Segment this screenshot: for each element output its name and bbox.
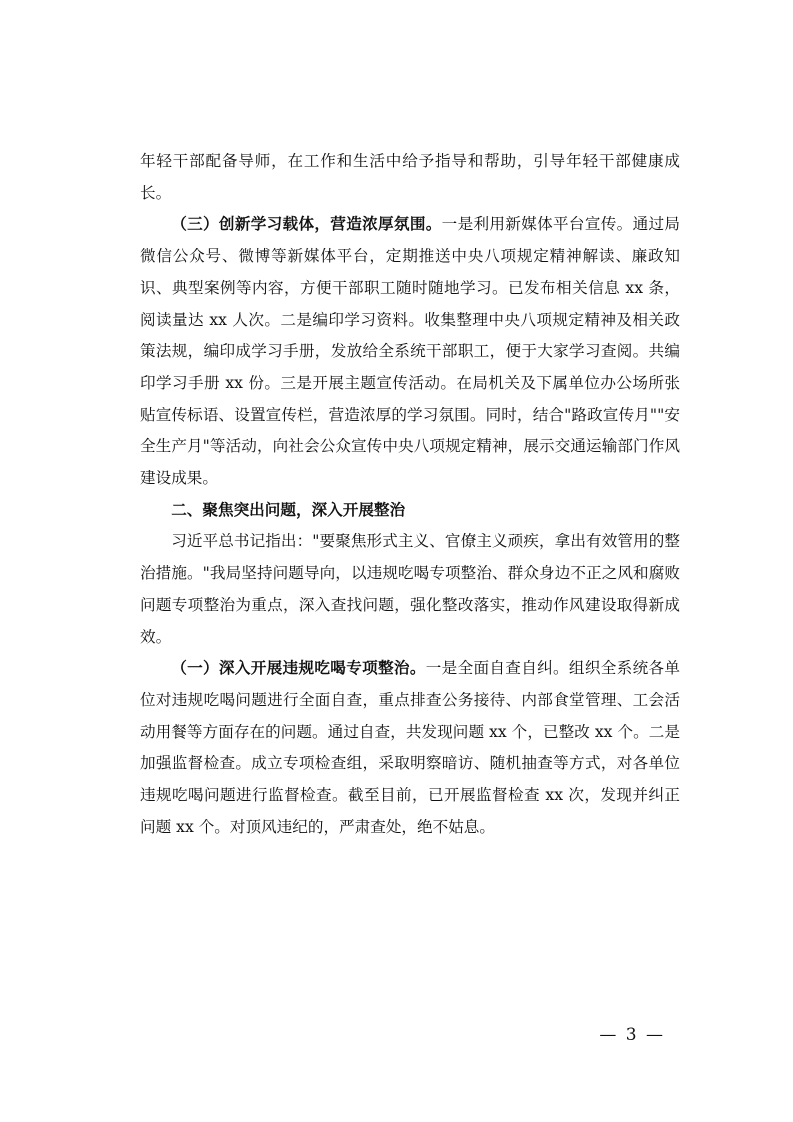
- paragraph-quote: 习近平总书记指出："要聚焦形式主义、官僚主义顽疾，拿出有效管用的整治措施。"我局坚持问题导向，以违规吃喝专项整治、群众身边不正之风和腐败问题专项整治为重点，深入查找问题，强化整改落实，推动作风建设取得新成效。: [140, 532, 680, 646]
- page-number: — 3 —: [599, 1025, 665, 1045]
- section-1-heading: （一）深入开展违规吃喝专项整治。: [171, 659, 426, 678]
- section-3-heading: （三）创新学习载体，营造浓厚氛围。: [171, 215, 442, 234]
- paragraph-continuation: 年轻干部配备导师，在工作和生活中给予指导和帮助，引导年轻干部健康成长。: [140, 152, 680, 202]
- chapter-2-heading: 二、聚焦突出问题，深入开展整治: [171, 500, 406, 519]
- body-text: [140, 146, 680, 843]
- paragraph-section-3: [140, 209, 680, 494]
- paragraph-section-1: [140, 653, 680, 843]
- section-1-text: 一是全面自查自纠。组织全系统各单位对违规吃喝问题进行全面自查，重点排查公务接待、内部食堂管理、工会活动用餐等方面存在的问题。通过自查，共发现问题 xx 个，已整改 xx 个。二是加强监督检查。成立专项检查组，采取明察暗访、随机抽查等方式，对各单位违规吃喝问题进行监督检查。截至目前，已开展监督检查 xx 次，发现并纠正问题 xx 个。对顶风违纪的，严肃查处，绝不姑息。: [140, 659, 680, 836]
- section-3-text: 一是利用新媒体平台宣传。通过局微信公众号、微博等新媒体平台，定期推送中央八项规定精神解读、廉政知识、典型案例等内容，方便干部职工随时随地学习。已发布相关信息 xx 条，阅读量达 xx 人次。二是编印学习资料。收集整理中央八项规定精神及相关政策法规，编印成学习手册，发放给全系统干部职工，便于大家学习查阅。共编印学习手册 xx 份。三是开展主题宣传活动。在局机关及下属单位办公场所张贴宣传标语、设置宣传栏，营造浓厚的学习氛围。同时，结合"路政宣传月""安全生产月"等活动，向社会公众宣传中央八项规定精神，展示交通运输部门作风建设成果。: [140, 215, 680, 488]
